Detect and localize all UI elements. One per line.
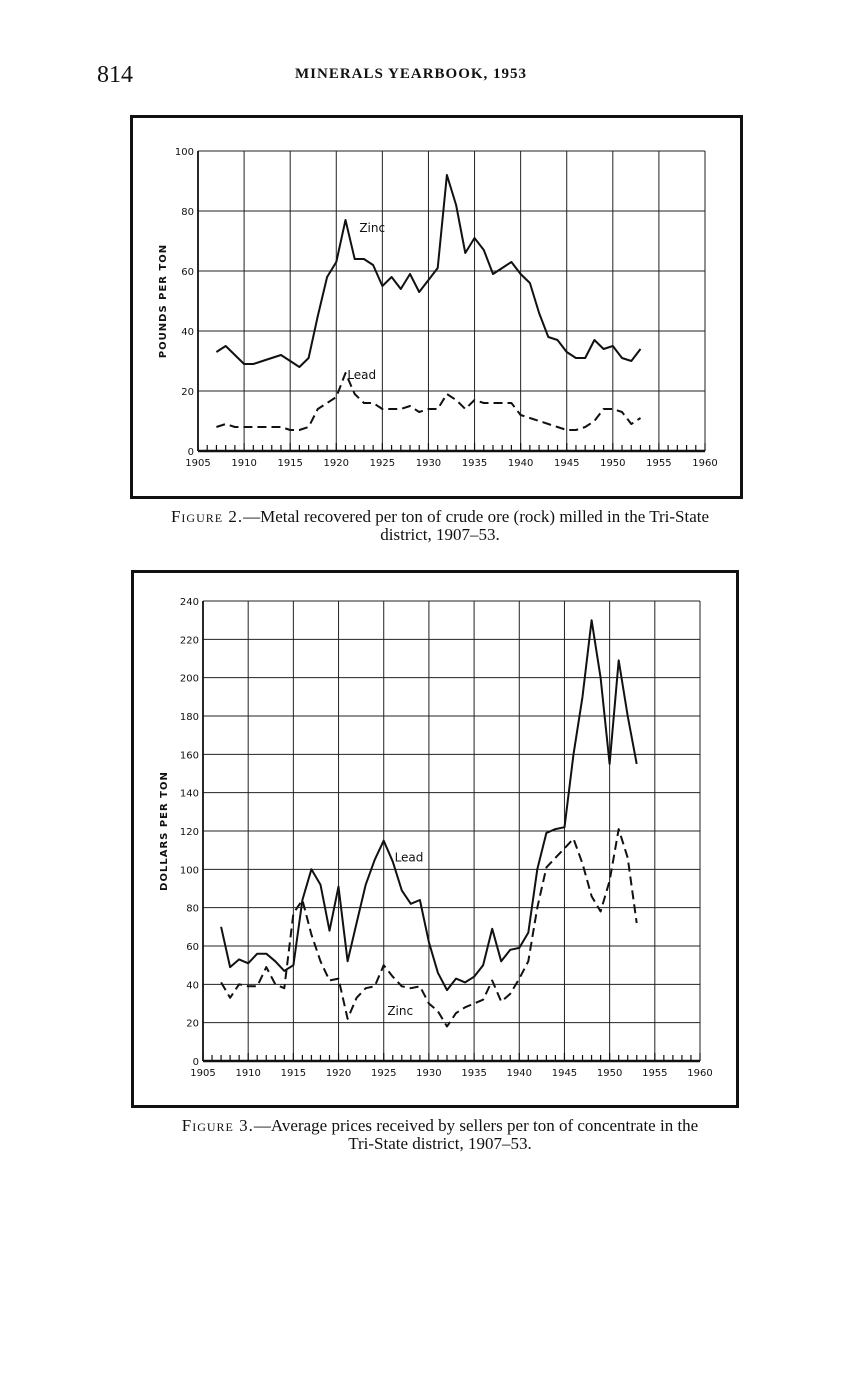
- fig3-y-tick-label: 120: [179, 827, 199, 838]
- fig2-y-tick-label: 40: [181, 327, 194, 338]
- page-number: 814: [97, 62, 133, 88]
- figure-3-label: Figure 3.: [181, 1116, 254, 1135]
- fig2-y-tick-label: 100: [174, 147, 194, 158]
- fig2-x-tick-label: 1935: [461, 458, 488, 469]
- figure-3-caption: [100, 1117, 780, 1153]
- fig3-x-tick-label: 1920: [325, 1068, 352, 1079]
- fig3-y-tick-label: 60: [186, 942, 199, 953]
- fig3-x-tick-label: 1940: [506, 1068, 532, 1079]
- fig3-series-label-zinc: Zinc: [387, 1004, 414, 1018]
- fig2-x-tick-label: 1960: [692, 458, 718, 469]
- figure-2-caption-line1: —Metal recovered per ton of crude ore (rock) milled in the Tri-State: [243, 507, 710, 526]
- fig2-y-tick-label: 0: [187, 447, 194, 458]
- fig3-x-tick-label: 1910: [235, 1068, 261, 1079]
- fig3-y-tick-label: 220: [179, 635, 199, 647]
- figure-2-svg: [133, 118, 740, 496]
- fig3-y-tick-label: 20: [186, 1018, 199, 1030]
- fig3-x-tick-label: 1915: [280, 1068, 307, 1079]
- running-head: MINERALS YEARBOOK, 1953: [295, 66, 528, 82]
- figure-3-svg: [134, 573, 736, 1105]
- fig3-x-tick-label: 1945: [551, 1068, 578, 1079]
- fig2-y-tick-label: 20: [181, 387, 194, 398]
- fig3-series-label-lead: Lead: [394, 850, 424, 865]
- fig3-x-tick-label: 1935: [461, 1068, 487, 1079]
- fig2-x-tick-label: 1905: [185, 458, 211, 469]
- fig3-x-tick-label: 1925: [371, 1068, 397, 1079]
- fig2-x-tick-label: 1955: [646, 458, 672, 469]
- fig2-x-tick-label: 1940: [507, 458, 534, 469]
- figure-2-label: Figure 2.: [170, 507, 244, 526]
- fig2-x-tick-label: 1920: [323, 458, 349, 469]
- fig3-x-tick-label: 1930: [416, 1068, 442, 1079]
- fig2-x-tick-label: 1930: [415, 458, 442, 469]
- fig3-y-tick-label: 40: [186, 980, 199, 992]
- fig3-x-tick-label: 1905: [190, 1068, 216, 1079]
- figure-2-chart: [130, 115, 743, 499]
- fig2-x-tick-label: 1910: [231, 458, 257, 469]
- fig2-series-label-lead: Lead: [347, 368, 377, 382]
- fig2-y-tick-label: 80: [181, 207, 194, 218]
- figure-3-chart: [131, 570, 739, 1108]
- fig2-x-tick-label: 1915: [277, 458, 303, 469]
- fig3-x-tick-label: 1955: [642, 1068, 668, 1079]
- fig2-x-tick-label: 1925: [369, 458, 396, 469]
- figure-3-caption-line2: Tri-State district, 1907–53.: [348, 1134, 532, 1153]
- fig3-y-tick-label: 180: [179, 712, 199, 723]
- figure-2-caption: [100, 508, 780, 544]
- fig3-y-tick-label: 100: [179, 865, 199, 877]
- fig3-y-axis-label: DOLLARS PER TON: [159, 771, 170, 891]
- fig2-y-axis-label: POUNDS PER TON: [158, 243, 169, 359]
- fig3-y-tick-label: 140: [179, 788, 199, 800]
- fig3-x-tick-label: 1950: [596, 1068, 623, 1079]
- fig3-y-tick-label: 200: [179, 673, 199, 685]
- fig3-x-tick-label: 1960: [687, 1068, 713, 1079]
- fig3-y-tick-label: 0: [192, 1057, 199, 1068]
- figure-2-caption-line2: district, 1907–53.: [380, 525, 500, 544]
- fig2-series-label-zinc: Zinc: [359, 221, 386, 235]
- fig3-y-tick-label: 80: [186, 903, 199, 915]
- fig3-y-tick-label: 240: [179, 597, 199, 608]
- fig2-x-tick-label: 1950: [600, 458, 626, 469]
- fig2-x-tick-label: 1945: [554, 458, 580, 469]
- fig3-y-tick-label: 160: [179, 750, 199, 762]
- fig2-y-tick-label: 60: [181, 267, 194, 278]
- figure-3-caption-line1: —Average prices received by sellers per ton of concentrate in the: [253, 1116, 699, 1135]
